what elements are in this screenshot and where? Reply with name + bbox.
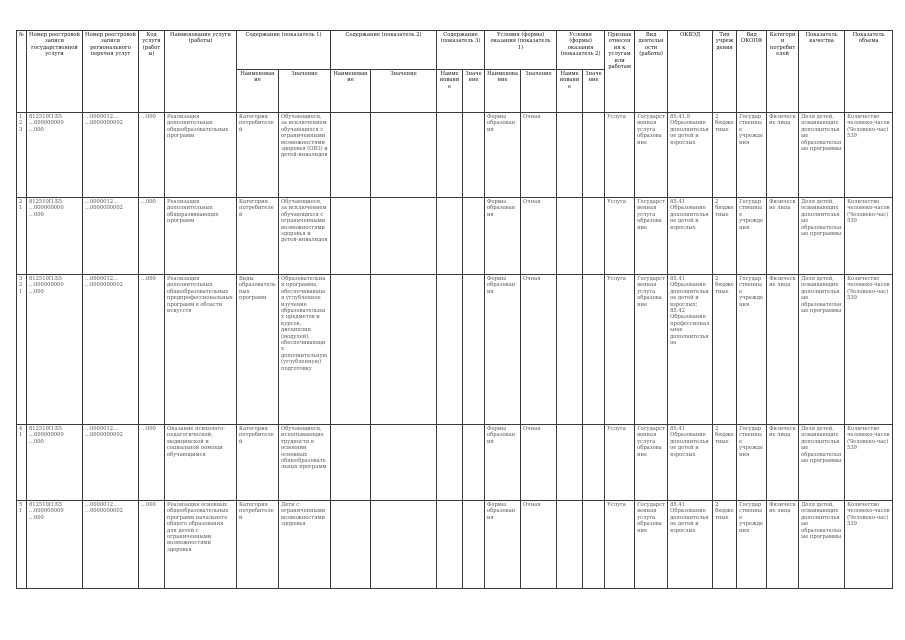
table-row: [17, 198, 893, 275]
cell-c1-name: Категория потребителей: [237, 113, 279, 198]
cell-c1-name: Виды образовательных программ: [237, 275, 279, 425]
cell-form: Государственные учреждения: [737, 113, 767, 198]
col-cond-1: Условия (формы) оказания (показатель 1): [485, 31, 557, 70]
col-quality: Показатель качества: [799, 31, 845, 113]
col-entry-num: Номер реестровой записи регионального перечня услуг: [83, 31, 139, 113]
col-okved: ОКВЭД: [668, 31, 713, 113]
cell-volume: Количество человеко-часов (Человеко-час) 539: [845, 198, 893, 275]
cell-c1-value: Дети с ограниченными возможностями здоровья: [279, 501, 331, 589]
col-type: Вид деятельности (работы): [635, 31, 668, 113]
cell-okved: 85.41 Образование дополнительное детей и взрослых: [668, 198, 713, 275]
cell-f2-value: [583, 113, 605, 198]
cell-kind: 2 бюджетные: [713, 198, 737, 275]
cell-entry: ...0000012... ...0000000002: [83, 198, 139, 275]
cell-c3-name: [437, 275, 463, 425]
registry-page: [16, 30, 892, 589]
cell-c2-value: [371, 275, 437, 425]
table-row: [17, 113, 893, 198]
cell-c2-value: [371, 501, 437, 589]
cell-f2-name: [557, 275, 583, 425]
col-cond-1-name: Наименование: [485, 70, 521, 113]
cell-c3-value: [463, 275, 485, 425]
cell-c3-name: [437, 501, 463, 589]
cell-c3-value: [463, 501, 485, 589]
cell-sign: Услуга: [605, 113, 635, 198]
cell-f1-name: Формы образования: [485, 113, 521, 198]
cell-c3-value: [463, 113, 485, 198]
cell-quality: Доля детей, осваивающих дополнительные образовательные программы: [799, 275, 845, 425]
cell-c2-name: [331, 113, 371, 198]
cell-f1-value: Очная: [521, 501, 557, 589]
cell-name: Реализация дополнительных общеобразовательных предпрофессиональных программ в области искусств: [165, 275, 237, 425]
cell-f1-value: Очная: [521, 198, 557, 275]
cell-name: Реализация дополнительных общеразвивающих программ: [165, 198, 237, 275]
col-form: Вид ОКОПФ: [737, 31, 767, 113]
cell-volume: Количество человеко-часов (Человеко-час) 539: [845, 425, 893, 501]
cell-f2-name: [557, 113, 583, 198]
cell-form: Государственные учреждения: [737, 275, 767, 425]
cell-c2-value: [371, 113, 437, 198]
cell-f2-value: [583, 425, 605, 501]
cell-quality: Доля детей, осваивающих дополнительные образовательные программы: [799, 501, 845, 589]
cell-reg: 812510П.Б5 ...000000000 ...000: [27, 425, 83, 501]
cell-entry: ...0000012... ...0000000002: [83, 501, 139, 589]
col-content-2-value: Значение: [371, 70, 437, 113]
cell-f1-name: Формы образования: [485, 425, 521, 501]
cell-c1-value: Обучающиеся, за исключением обучающихся с ограниченными возможностями здоровья (ОВЗ) и детей-инвалидов: [279, 113, 331, 198]
cell-c1-name: Категория потребителей: [237, 425, 279, 501]
col-cond-2-name: Наименование: [557, 70, 583, 113]
cell-c1-value: Образовательная программа, обеспечивающая углубленное изучение образовательных предметов и курсов, дисциплин (модулей), обеспечивающих дополнительную (углубленную) подготовку: [279, 275, 331, 425]
cell-code: ...000: [139, 501, 165, 589]
col-content-3-value: Значение: [463, 70, 485, 113]
cell-sign: Услуга: [605, 501, 635, 589]
cell-kind: 2 бюджетные: [713, 425, 737, 501]
cell-volume: Количество человеко-часов (Человеко-час) 539: [845, 275, 893, 425]
cell-quality: Доля детей, осваивающих дополнительные образовательные программы: [799, 113, 845, 198]
registry-table: [16, 30, 893, 589]
cell-form: Государственные учреждения: [737, 501, 767, 589]
cell-volume: Количество человеко-часов (Человеко-час) 539: [845, 113, 893, 198]
cell-quality: Доля детей, осваивающих дополнительные образовательные программы: [799, 198, 845, 275]
cell-c2-name: [331, 198, 371, 275]
cell-c3-name: [437, 425, 463, 501]
cell-kind: 2 бюджетные: [713, 501, 737, 589]
cell-type: Государственная услуга образование: [635, 198, 668, 275]
cell-c2-value: [371, 425, 437, 501]
cell-f1-value: Очная: [521, 113, 557, 198]
cell-sign: Услуга: [605, 275, 635, 425]
col-cond-2: Условия (формы) оказания (показатель 2): [557, 31, 605, 70]
cell-sign: Услуга: [605, 198, 635, 275]
col-volume: Показатель объема: [845, 31, 893, 113]
cell-c2-name: [331, 275, 371, 425]
cell-c1-name: Категория потребителей: [237, 198, 279, 275]
cell-c2-name: [331, 501, 371, 589]
cell-f2-value: [583, 275, 605, 425]
col-content-1-name: Наименование: [237, 70, 279, 113]
cell-reg: 812510П.Б5 ...000000000 ...000: [27, 198, 83, 275]
cell-kind: 2 бюджетные: [713, 113, 737, 198]
cell-f2-value: [583, 198, 605, 275]
cell-category: Физические лица: [767, 113, 799, 198]
cell-reg: 812510П.Б5 ...000000000 ...000: [27, 501, 83, 589]
col-content-3-name: Наименование: [437, 70, 463, 113]
cell-c3-value: [463, 198, 485, 275]
table-row: [17, 501, 893, 589]
cell-code: ...000: [139, 113, 165, 198]
cell-c3-name: [437, 113, 463, 198]
cell-category: Физические лица: [767, 425, 799, 501]
col-cond-2-value: Значение: [583, 70, 605, 113]
col-service-name: Наименование услуги (работы): [165, 31, 237, 113]
cell-type: Государственная услуга образование: [635, 275, 668, 425]
cell-category: Физические лица: [767, 198, 799, 275]
cell-c1-value: Обучающиеся, за исключением обучающихся с ограниченными возможностями здоровья и детей-инвалидов: [279, 198, 331, 275]
cell-name: Реализация дополнительных общеобразовательных программ: [165, 113, 237, 198]
cell-f1-name: Формы образования: [485, 275, 521, 425]
cell-form: Государственные учреждения: [737, 198, 767, 275]
cell-entry: ...0000012... ...0000000002: [83, 275, 139, 425]
cell-category: Физические лица: [767, 275, 799, 425]
cell-sign: Услуга: [605, 425, 635, 501]
cell-f2-name: [557, 198, 583, 275]
cell-f2-value: [583, 501, 605, 589]
cell-name: Реализация основных общеобразовательных программ начального общего образования для детей с ограниченными возможностями здоровья: [165, 501, 237, 589]
cell-reg: 812510П.Б5 ...000000000 ...000: [27, 113, 83, 198]
cell-category: Физические лица: [767, 501, 799, 589]
cell-num: 1 2 3: [17, 113, 27, 198]
col-service-code: Код услуги (работы): [139, 31, 165, 113]
cell-quality: Доля детей, осваивающих дополнительные образовательные программы: [799, 425, 845, 501]
cell-num: 3 2 1: [17, 275, 27, 425]
cell-c1-value: Обучающиеся, испытывающие трудности в освоении основных общеобразовательных программ: [279, 425, 331, 501]
cell-type: Государственная услуга образование: [635, 501, 668, 589]
col-kind: Тип учреждения: [713, 31, 737, 113]
col-content-1: Содержание (показатель 1): [237, 31, 331, 70]
cell-type: Государственная услуга образование: [635, 425, 668, 501]
cell-okved: 85.41 Образование дополнительное детей и взрослых: [668, 501, 713, 589]
cell-num: 5 1: [17, 501, 27, 589]
cell-c3-name: [437, 198, 463, 275]
cell-volume: Количество человеко-часов (Человеко-час) 539: [845, 501, 893, 589]
col-reg-num: Номер реестровой записи государственной услуги: [27, 31, 83, 113]
cell-num: 4 1: [17, 425, 27, 501]
cell-okved: 85.41 Образование дополнительное детей и взрослых; 85.42 Образование профессиональное дополнительное: [668, 275, 713, 425]
cell-entry: ...0000012... ...0000000002: [83, 113, 139, 198]
cell-okved: 85.41 Образование дополнительное детей и взрослых: [668, 425, 713, 501]
cell-f1-name: Формы образования: [485, 198, 521, 275]
cell-code: ...000: [139, 275, 165, 425]
cell-code: ...000: [139, 198, 165, 275]
col-cond-1-value: Значение: [521, 70, 557, 113]
cell-c1-name: Категория потребителей: [237, 501, 279, 589]
col-content-2: Содержание (показатель 2): [331, 31, 437, 70]
table-row: [17, 275, 893, 425]
cell-f1-name: Формы образования: [485, 501, 521, 589]
cell-type: Государственная услуга образование: [635, 113, 668, 198]
cell-code: ...000: [139, 425, 165, 501]
cell-c2-value: [371, 198, 437, 275]
cell-entry: ...0000012... ...0000000002: [83, 425, 139, 501]
cell-f2-name: [557, 425, 583, 501]
cell-f2-name: [557, 501, 583, 589]
cell-reg: 812510П.Б5 ...000000000 ...000: [27, 275, 83, 425]
cell-c3-value: [463, 425, 485, 501]
cell-form: Государственные учреждения: [737, 425, 767, 501]
cell-c2-name: [331, 425, 371, 501]
cell-f1-value: Очная: [521, 275, 557, 425]
cell-f1-value: Очная: [521, 425, 557, 501]
table-row: [17, 425, 893, 501]
cell-name: Оказание психолого-педагогической, медицинской и социальной помощи обучающимся: [165, 425, 237, 501]
col-num: №: [17, 31, 27, 113]
col-content-1-value: Значение: [279, 70, 331, 113]
cell-okved: 85.41.9 Образование дополнительное детей и взрослых: [668, 113, 713, 198]
cell-kind: 2 бюджетные: [713, 275, 737, 425]
col-sign: Признак отнесения к услугам или работам: [605, 31, 635, 113]
col-content-2-name: Наименование: [331, 70, 371, 113]
cell-num: 2 1: [17, 198, 27, 275]
col-content-3: Содержание (показатель 3): [437, 31, 485, 70]
col-category: Категории потребителей: [767, 31, 799, 113]
